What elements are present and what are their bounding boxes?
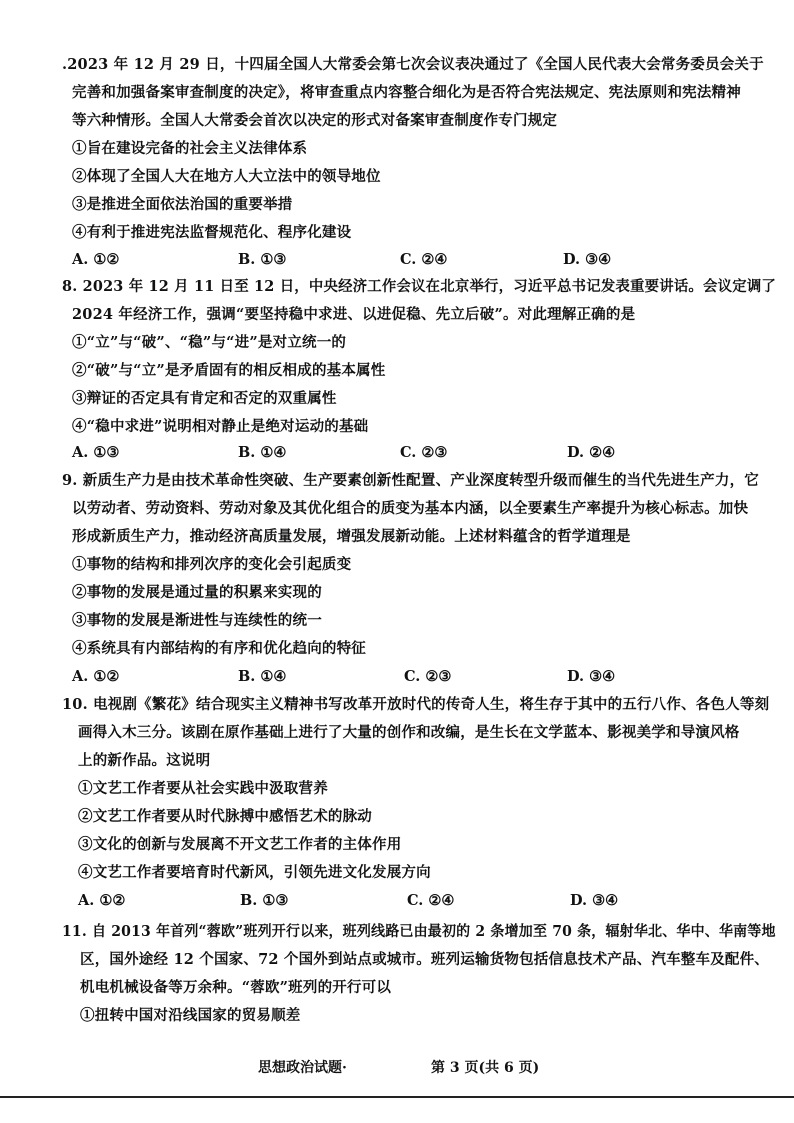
question-7-stem-line-1: .2023 年 12 月 29 日，十四届全国人大常委会第七次会议表决通过了《全国人民代表大会常务委员会关于 (62, 56, 764, 73)
question-11-stem-line-1: 11. 自 2013 年首列“蓉欧”班列开行以来，班列线路已由最初的 2 条增加至 70 条，辐射华北、华中、华南等地 (62, 923, 776, 940)
question-7-option-2: ②体现了全国人大在地方人大立法中的领导地位 (72, 168, 381, 185)
question-8-choices (0, 443, 794, 465)
question-10-stem-line-3: 上的新作品。这说明 (78, 752, 211, 769)
question-11-stem-line-3: 机电机械设备等万余种。“蓉欧”班列的开行可以 (80, 979, 392, 996)
question-10-stem-line-1: 10. 电视剧《繁花》结合现实主义精神书写改革开放时代的传奇人生，将生存于其中的五行八作、各色人等刻 (62, 696, 770, 713)
choice-c: C. ②④ (407, 892, 455, 909)
footer-page-number: 第 3 页(共 6 页) (431, 1060, 540, 1076)
question-9-stem-line-3: 形成新质生产力，推动经济高质量发展，增强发展新动能。上述材料蕴含的哲学道理是 (72, 528, 631, 545)
question-7-stem-line-2: 完善和加强备案审查制度的决定》，将审查重点内容整合细化为是否符合宪法规定、宪法原则和宪法精神 (72, 84, 741, 101)
choice-d: D. ③④ (570, 892, 619, 909)
question-11-stem-line-2: 区，国外途经 12 个国家、72 个国外到站点或城市。班列运输货物包括信息技术产品、汽车整车及配件、 (80, 951, 769, 968)
question-7-stem-line-3: 等六种情形。全国人大常委会首次以决定的形式对备案审查制度作专门规定 (72, 112, 558, 129)
question-8-option-2: ②“破”与“立”是矛盾固有的相反相成的基本属性 (72, 362, 386, 379)
choice-c: C. ②④ (400, 251, 448, 268)
question-9-choices (0, 667, 794, 689)
question-10-stem-line-2: 画得入木三分。该剧在原作基础上进行了大量的创作和改编，是生长在文学蓝本、影视美学和导演风格 (78, 724, 740, 741)
question-8-option-4: ④“稳中求进”说明相对静止是绝对运动的基础 (72, 418, 369, 435)
choice-a: A. ①② (72, 251, 120, 268)
question-10-option-2: ②文艺工作者要从时代脉搏中感悟艺术的脉动 (78, 808, 372, 825)
choice-b: B. ①③ (240, 892, 289, 909)
choice-d: D. ②④ (567, 444, 616, 461)
choice-c: C. ②③ (404, 668, 452, 685)
question-9-option-1: ①事物的结构和排列次序的变化会引起质变 (72, 556, 352, 573)
page-footer (0, 1057, 794, 1081)
question-10-option-3: ③文化的创新与发展离不开文艺工作者的主体作用 (78, 836, 402, 853)
question-9-stem-line-1: 9. 新质生产力是由技术革命性突破、生产要素创新性配置、产业深度转型升级而催生的当代先进生产力，它 (62, 472, 759, 489)
bottom-divider (0, 1096, 794, 1098)
choice-a: A. ①② (72, 668, 120, 685)
question-9-option-3: ③事物的发展是渐进性与连续性的统一 (72, 612, 322, 629)
question-9-option-2: ②事物的发展是通过量的积累来实现的 (72, 584, 322, 601)
choice-a: A. ①③ (72, 444, 120, 461)
choice-d: D. ③④ (567, 668, 616, 685)
footer-subject: 思想政治试题· (258, 1060, 347, 1076)
question-8-stem-line-1: 8. 2023 年 12 月 11 日至 12 日，中央经济工作会议在北京举行，习近平总书记发表重要讲话。会议定调了 (62, 278, 777, 295)
question-7-option-1: ①旨在建设完备的社会主义法律体系 (72, 140, 308, 157)
choice-c: C. ②③ (400, 444, 448, 461)
question-8-stem-line-2: 2024 年经济工作，强调“要坚持稳中求进、以进促稳、先立后破”。对此理解正确的是 (72, 306, 636, 323)
choice-b: B. ①④ (238, 668, 287, 685)
question-11-option-1: ①扭转中国对沿线国家的贸易顺差 (80, 1007, 301, 1024)
choice-b: B. ①③ (238, 251, 287, 268)
question-8-option-1: ①“立”与“破”、“稳”与“进”是对立统一的 (72, 334, 347, 351)
question-7-option-3: ③是推进全面依法治国的重要举措 (72, 196, 293, 213)
choice-d: D. ③④ (563, 251, 612, 268)
question-10-option-1: ①文艺工作者要从社会实践中汲取营养 (78, 780, 328, 797)
question-9-stem-line-2: 以劳动者、劳动资料、劳动对象及其优化组合的质变为基本内涵，以全要素生产率提升为核心标志。加快 (72, 500, 749, 517)
question-10-choices (0, 891, 794, 913)
question-9-option-4: ④系统具有内部结构的有序和优化趋向的特征 (72, 640, 366, 657)
choice-b: B. ①④ (238, 444, 287, 461)
question-8-option-3: ③辩证的否定具有肯定和否定的双重属性 (72, 390, 337, 407)
question-7-choices (0, 250, 794, 272)
choice-a: A. ①② (78, 892, 126, 909)
question-10-option-4: ④文艺工作者要培育时代新风，引领先进文化发展方向 (78, 864, 431, 881)
question-7-option-4: ④有利于推进宪法监督规范化、程序化建设 (72, 224, 352, 241)
